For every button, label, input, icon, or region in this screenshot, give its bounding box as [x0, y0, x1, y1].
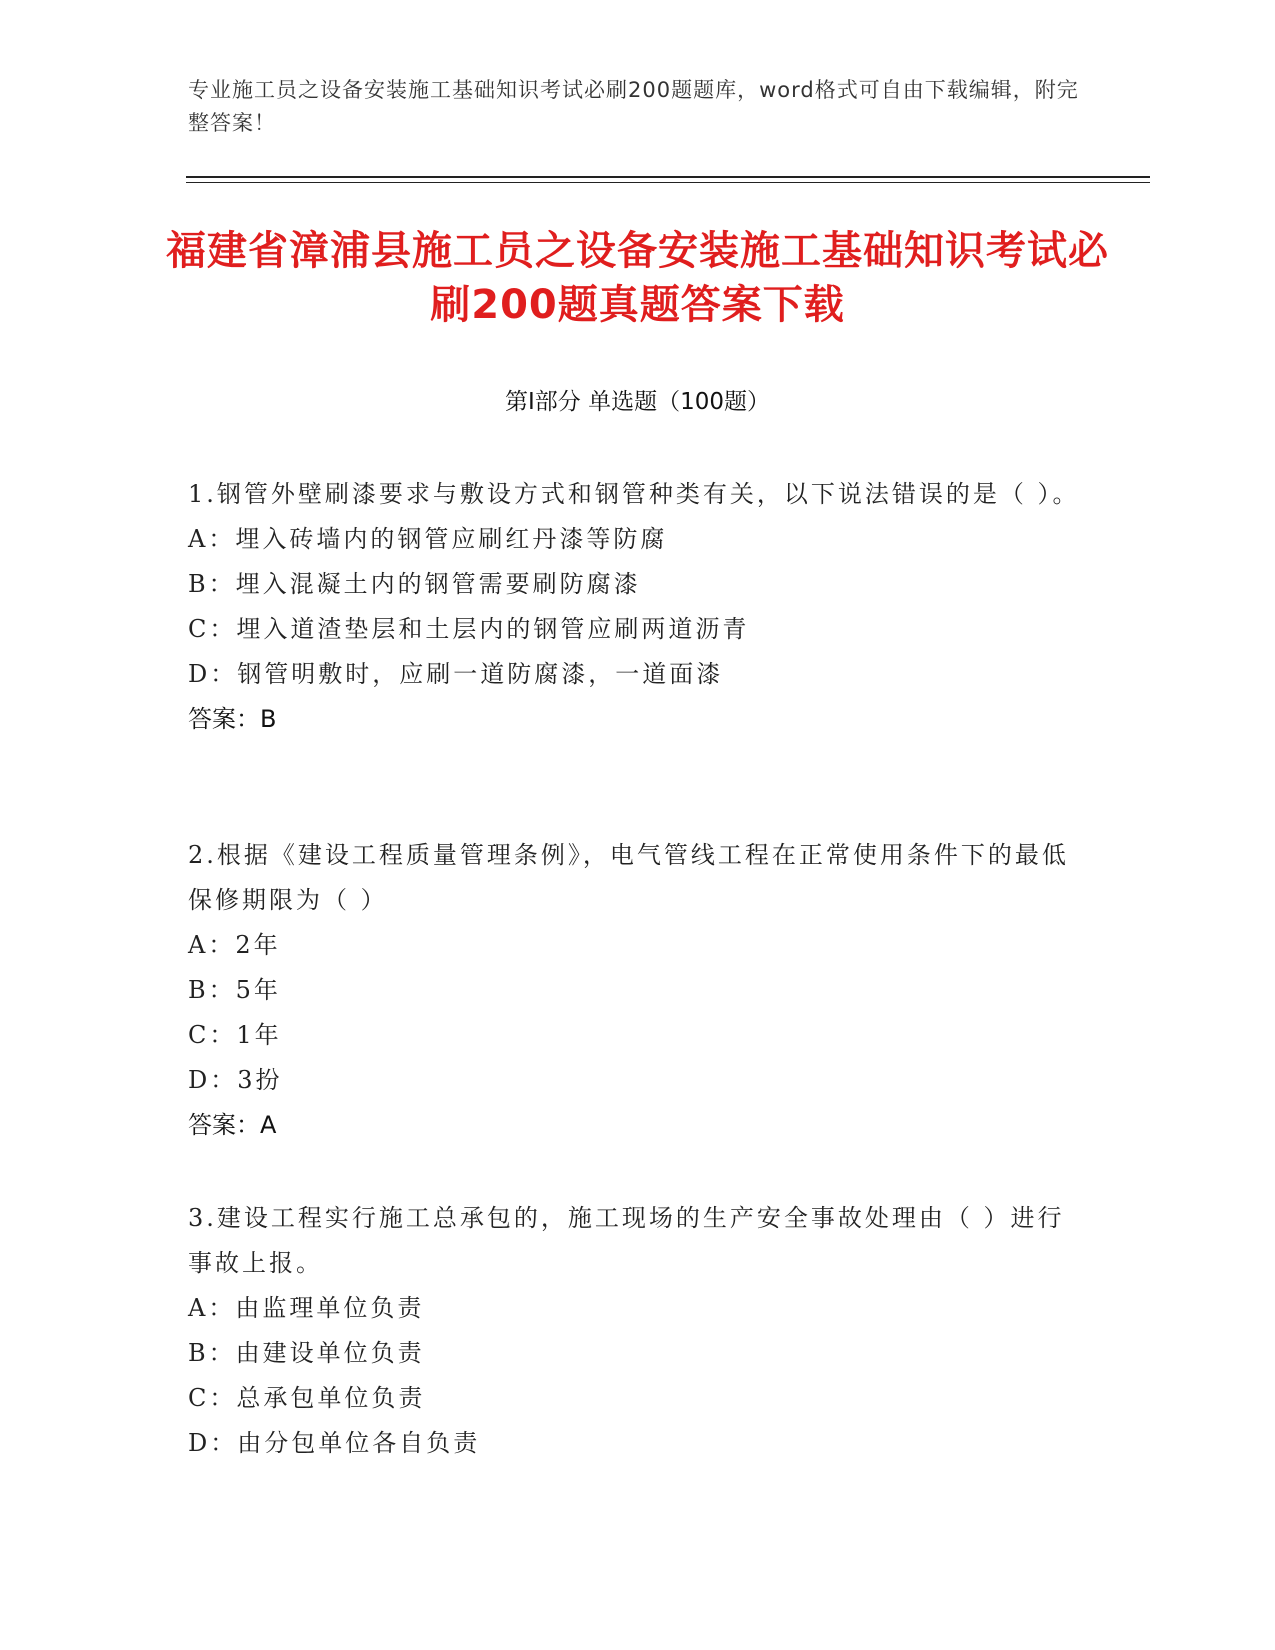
option-c: C：总承包单位负责 [188, 1384, 426, 1412]
option-d: D：由分包单位各自负责 [188, 1429, 481, 1457]
question-stem: 1.钢管外壁刷漆要求与敷设方式和钢管种类有关，以下说法错误的是（ ）。 [188, 480, 1080, 508]
option-b: B：由建设单位负责 [188, 1339, 425, 1367]
header-note: 专业施工员之设备安装施工基础知识考试必刷200题题库，word格式可自由下载编辑，附完整答案！ [188, 78, 1079, 135]
option-b: B：埋入混凝土内的钢管需要刷防腐漆 [188, 570, 641, 598]
option-a: A：埋入砖墙内的钢管应刷红丹漆等防腐 [188, 525, 668, 553]
document-title: 福建省漳浦县施工员之设备安装施工基础知识考试必刷200题真题答案下载 [166, 228, 1109, 328]
question-1 [188, 472, 1088, 742]
option-b: B：5年 [188, 976, 281, 1004]
section-heading: 第Ⅰ部分 单选题（100题） [505, 389, 770, 415]
option-d: D：3扮 [188, 1066, 283, 1094]
option-a: A：2年 [188, 931, 281, 959]
header-divider [186, 176, 1150, 178]
question-stem: 3.建设工程实行施工总承包的，施工现场的生产安全事故处理由（ ）进行事故上报。 [188, 1204, 1065, 1277]
option-a: A：由监理单位负责 [188, 1294, 425, 1322]
option-c: C：1年 [188, 1021, 282, 1049]
option-c: C：埋入道渣垫层和土层内的钢管应刷两道沥青 [188, 615, 750, 643]
answer-line: 答案：A [188, 1111, 277, 1139]
question-3 [188, 1196, 1088, 1466]
header-divider-thin [186, 182, 1150, 183]
question-2 [188, 833, 1088, 1148]
question-stem: 2.根据《建设工程质量管理条例》，电气管线工程在正常使用条件下的最低保修期限为（ ） [188, 841, 1069, 914]
answer-line: 答案：B [188, 705, 277, 733]
option-d: D：钢管明敷时，应刷一道防腐漆，一道面漆 [188, 660, 724, 688]
